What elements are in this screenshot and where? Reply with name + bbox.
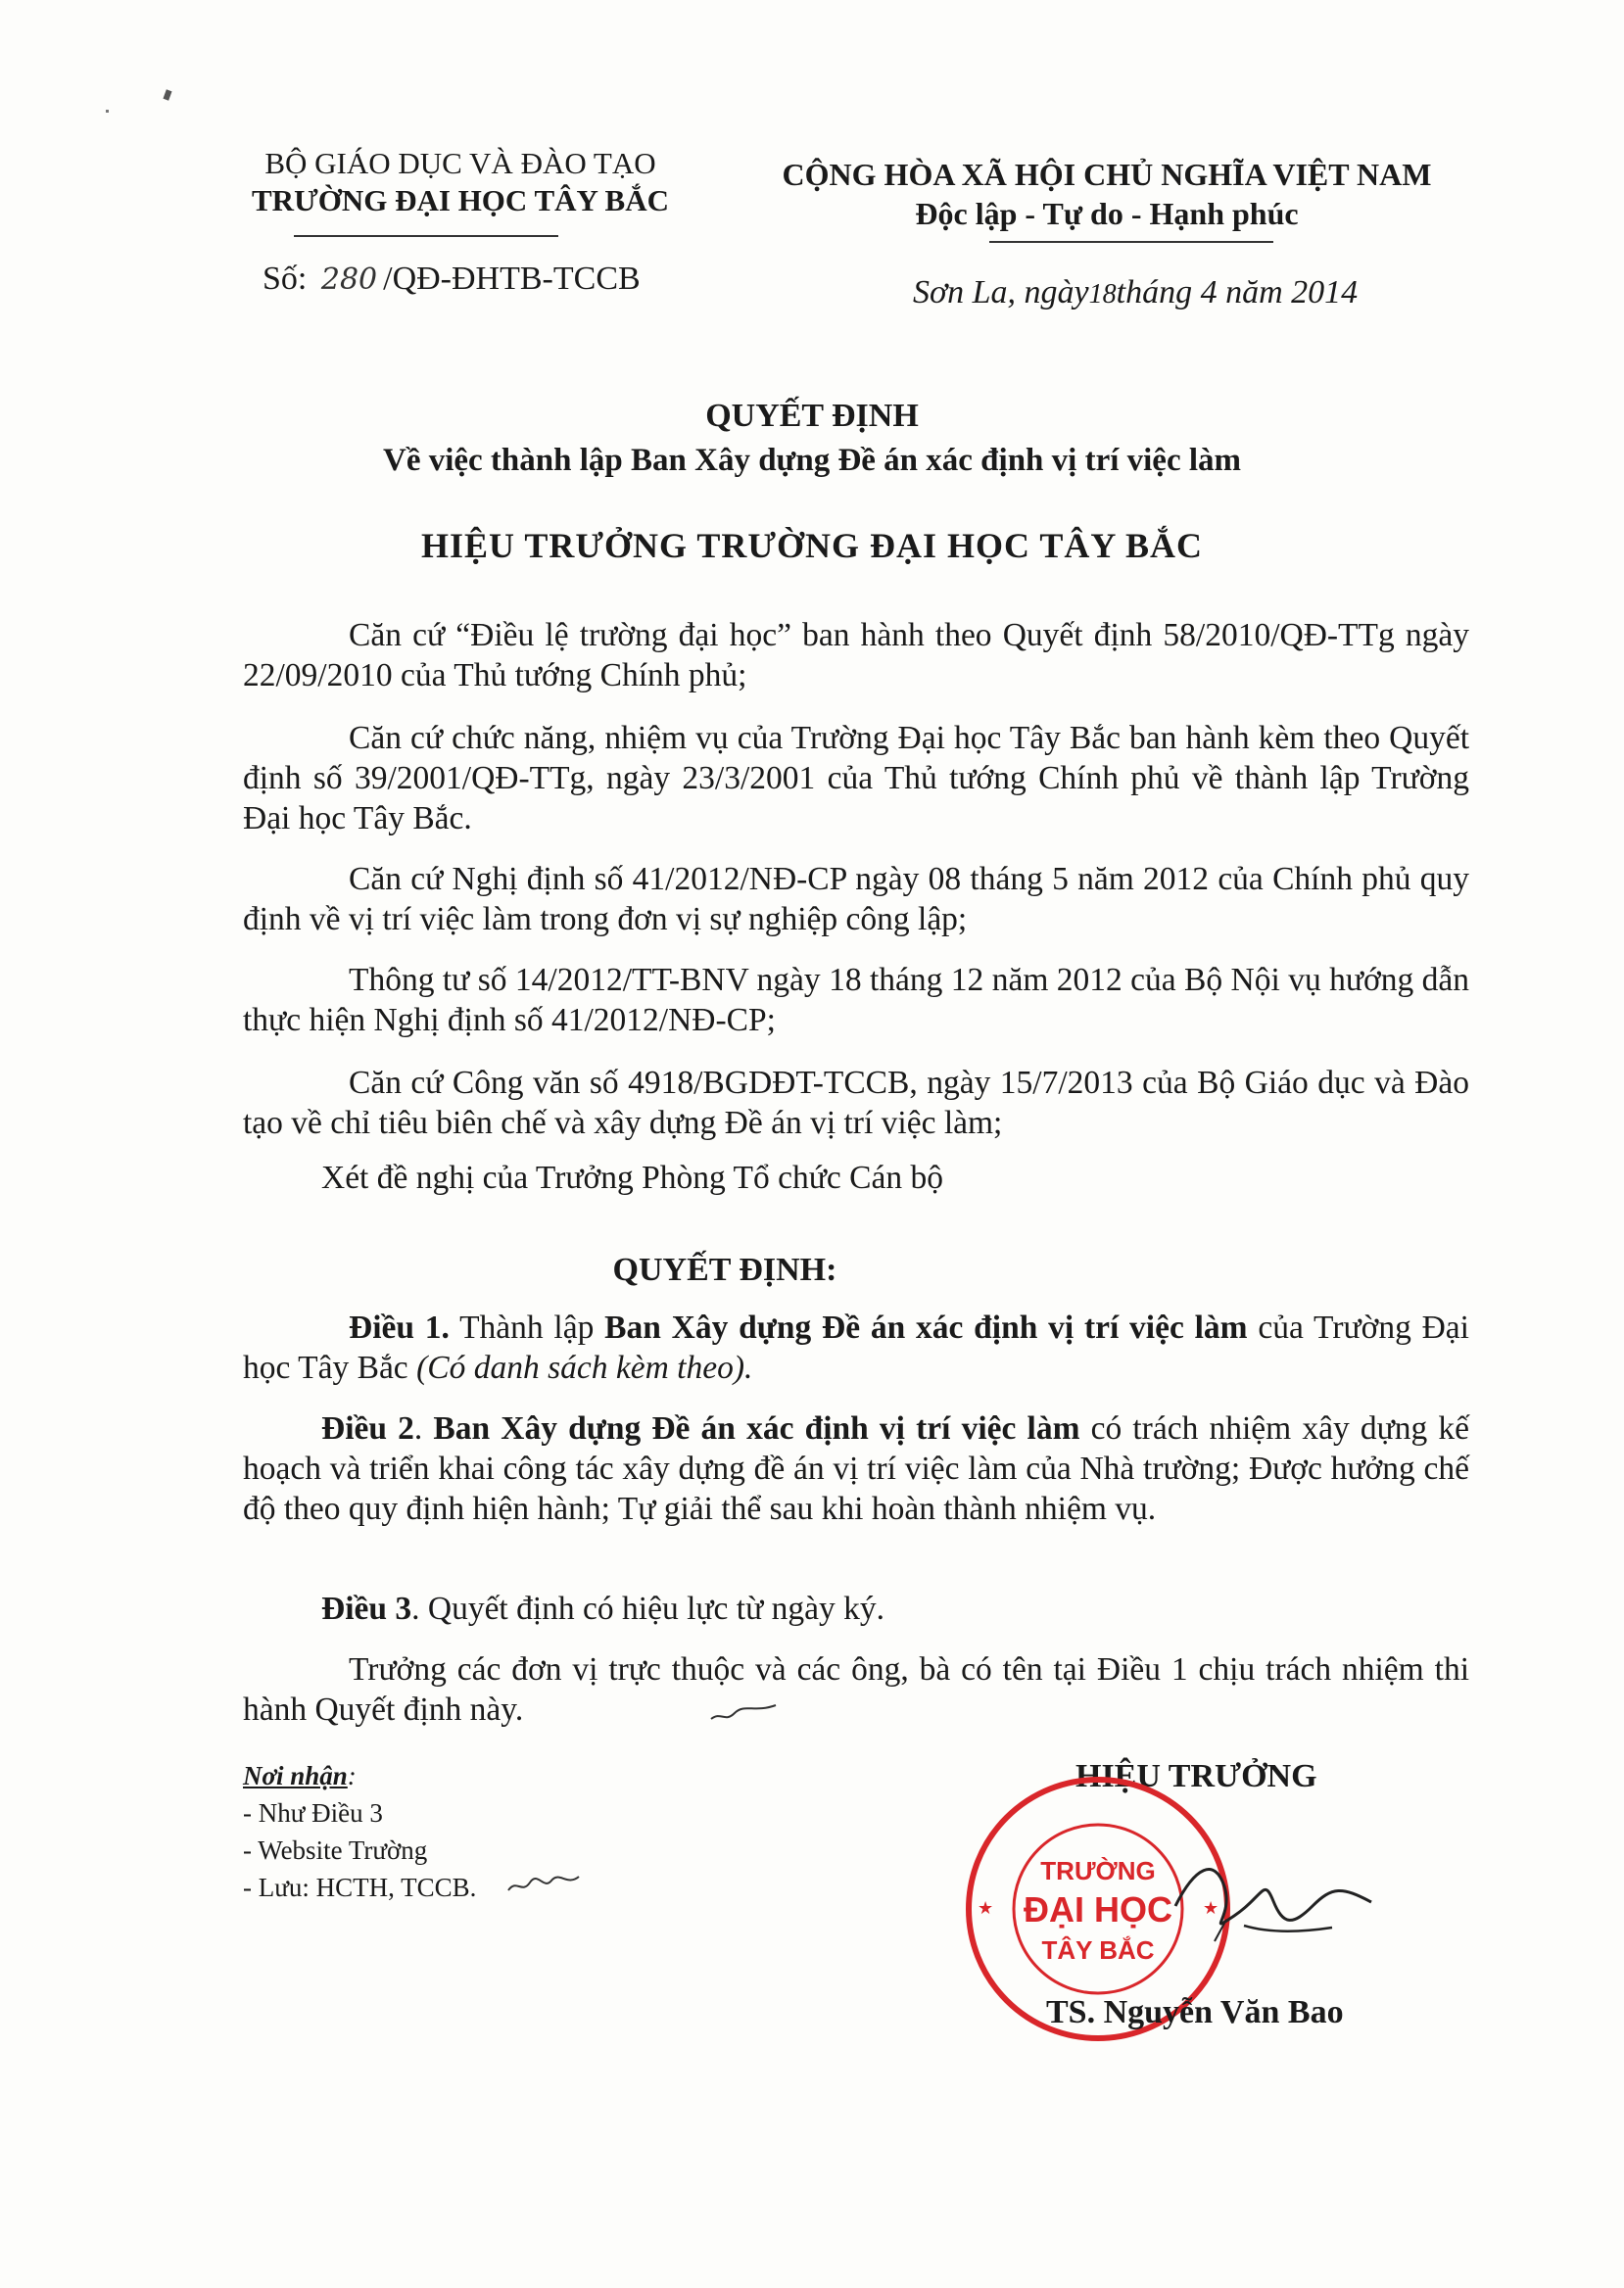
- nation-block: [764, 155, 1450, 233]
- seal-text: ĐẠI HỌC: [1024, 1889, 1172, 1930]
- article-1-label: Điều 1.: [349, 1310, 450, 1346]
- recipient-item: - Lưu: HCTH, TCCB.: [243, 1873, 477, 1902]
- issuer-underline: [294, 235, 558, 237]
- recipients-heading: Nơi nhận: [243, 1761, 348, 1790]
- doc-subject: Về việc thành lập Ban Xây dựng Đề án xác định vị trí việc làm: [382, 443, 1241, 478]
- scan-speck: [163, 89, 171, 100]
- issuer-block: [230, 145, 691, 219]
- ministry-name: BỘ GIÁO DỤC VÀ ĐÀO TẠO: [264, 146, 656, 180]
- svg-text:★: ★: [978, 1898, 994, 1918]
- article-3: Điều 3. Quyết định có hiệu lực từ ngày ký.: [321, 1591, 885, 1627]
- document-number: [263, 261, 641, 298]
- preamble-paragraph: Căn cứ “Điều lệ trường đại học” ban hành theo Quyết định 58/2010/QĐ-TTg ngày 22/09/2010 của Thủ tướng Chính phủ;: [243, 617, 1469, 693]
- initials-scribble: [504, 1869, 583, 1898]
- article-2: Điều 2. Ban Xây dựng Đề án xác định vị trí việc làm có trách nhiệm xây dựng kế hoạch và triển khai công tác xây dựng đề án vị trí việc làm của Nhà trường; Được hưởng chế độ theo quy định hiện hành; Tự giải thể sau khi hoàn thành nhiệm vụ.: [243, 1410, 1470, 1527]
- number-prefix: Số:: [263, 261, 308, 297]
- doc-type-title: QUYẾT ĐỊNH: [705, 398, 919, 434]
- issuing-authority: HIỆU TRƯỞNG TRƯỜNG ĐẠI HỌC TÂY BẮC: [420, 526, 1204, 565]
- number-handwritten: 280: [320, 262, 378, 297]
- seal-text: TRƯỜNG: [1040, 1856, 1156, 1885]
- number-suffix: /QĐ-ĐHTB-TCCB: [383, 261, 641, 297]
- date-prefix: Sơn La, ngày: [913, 274, 1089, 310]
- closing-paragraph: Trưởng các đơn vị trực thuộc và các ông, bà có tên tại Điều 1 chịu trách nhiệm thi hành Quyết định này.: [243, 1651, 1469, 1728]
- closing-scribble: [707, 1699, 786, 1729]
- scan-speck: [106, 110, 109, 113]
- recipients-block: Nơi nhận: - Như Điều 3 - Website Trường - Lưu: HCTH, TCCB.: [243, 1757, 476, 1906]
- recipient-item: - Website Trường: [243, 1835, 428, 1865]
- article-1: Điều 1. Thành lập Ban Xây dựng Đề án xác định vị trí việc làm của Trường Đại học Tây Bắc (Có danh sách kèm theo).: [243, 1310, 1469, 1386]
- date-day-handwritten: 18: [1088, 279, 1117, 310]
- issue-date: [913, 274, 1358, 311]
- preamble-paragraph: Căn cứ chức năng, nhiệm vụ của Trường Đại học Tây Bắc ban hành kèm theo Quyết định số 39/2001/QĐ-TTg, ngày 23/3/2001 của Thủ tướng Chính phủ về thành lập Trường Đại học Tây Bắc.: [243, 720, 1469, 836]
- preamble-paragraph: Xét đề nghị của Trưởng Phòng Tổ chức Cán bộ: [321, 1160, 943, 1196]
- article-3-label: Điều 3: [321, 1591, 412, 1627]
- school-name: TRƯỜNG ĐẠI HỌC TÂY BẮC: [252, 183, 669, 217]
- motto-underline: [989, 241, 1273, 243]
- date-suffix: tháng 4 năm 2014: [1116, 274, 1359, 310]
- preamble-paragraph: Căn cứ Công văn số 4918/BGDĐT-TCCB, ngày 15/7/2013 của Bộ Giáo dục và Đào tạo về chỉ tiêu biên chế và xây dựng Đề án vị trí việc làm;: [243, 1065, 1469, 1141]
- signatory-name: TS. Nguyễn Văn Bao: [1046, 1994, 1344, 2030]
- article-2-label: Điều 2: [321, 1410, 414, 1447]
- preamble-paragraph: Căn cứ Nghị định số 41/2012/NĐ-CP ngày 08 tháng 5 năm 2012 của Chính phủ quy định về vị trí việc làm trong đơn vị sự nghiệp công lập;: [243, 861, 1469, 937]
- handwritten-signature: [1146, 1847, 1401, 1955]
- recipient-item: - Như Điều 3: [243, 1798, 383, 1828]
- preamble-paragraph: Thông tư số 14/2012/TT-BNV ngày 18 tháng 12 năm 2012 của Bộ Nội vụ hướng dẫn thực hiện Nghị định số 41/2012/NĐ-CP;: [243, 962, 1469, 1038]
- seal-text: TÂY BẮC: [1041, 1935, 1155, 1965]
- signatory-title: HIỆU TRƯỞNG: [1075, 1758, 1317, 1794]
- decision-heading: QUYẾT ĐỊNH:: [612, 1252, 837, 1288]
- nation-motto: Độc lập - Tự do - Hạnh phúc: [915, 196, 1299, 231]
- svg-text:★: ★: [1203, 1898, 1219, 1918]
- nation-name: CỘNG HÒA XÃ HỘI CHỦ NGHĨA VIỆT NAM: [782, 157, 1432, 192]
